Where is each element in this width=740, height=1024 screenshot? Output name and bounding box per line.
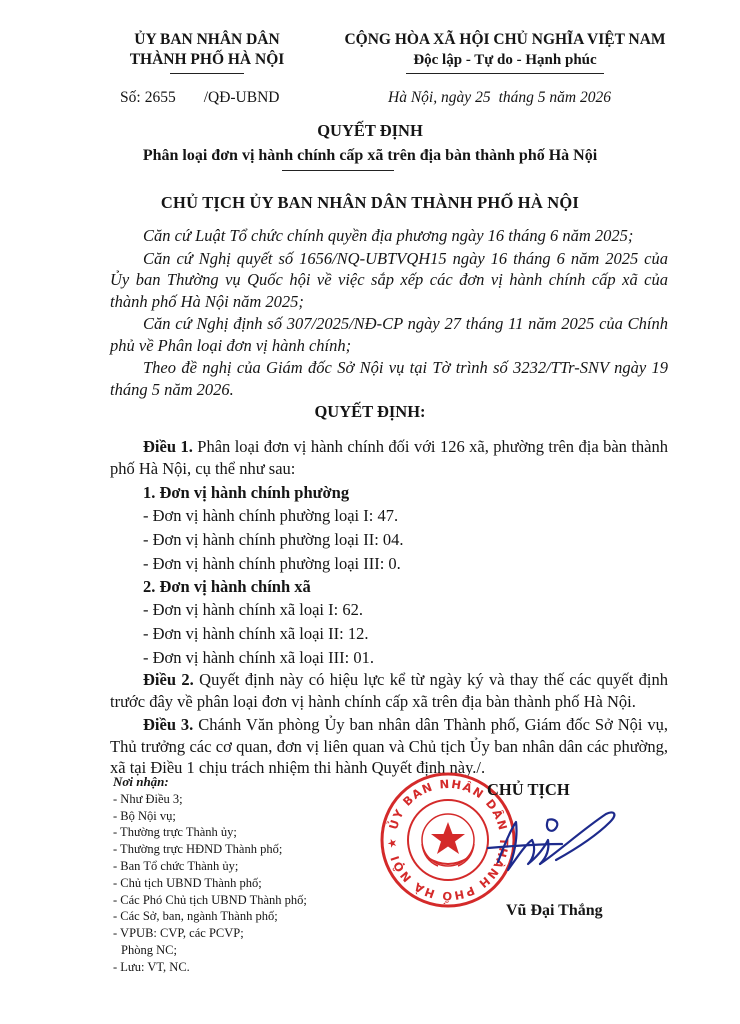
date-rest: tháng 5 năm 2026	[498, 89, 611, 106]
subtitle-underline	[282, 170, 394, 171]
recipients-heading: Nơi nhận:	[113, 774, 169, 789]
recipient-item: - Thường trực HĐND Thành phố;	[113, 842, 283, 857]
legal-basis: Căn cứ Luật Tổ chức chính quyền địa phương ngày 16 tháng 6 năm 2025;	[143, 226, 634, 245]
document-subtitle: Phân loại đơn vị hành chính cấp xã trên địa bàn thành phố Hà Nội	[142, 147, 598, 164]
national-motto: Độc lập - Tự do - Hạnh phúc	[413, 52, 597, 68]
signer-title: CHỦ TỊCH	[487, 780, 570, 799]
document-number	[120, 89, 279, 107]
article-2	[110, 669, 668, 713]
article-1-label: Điều 1.	[143, 437, 193, 456]
recipient-item: - Như Điều 3;	[113, 791, 183, 806]
document-date	[388, 89, 611, 107]
date-day: 25	[475, 89, 491, 106]
date-prefix: Hà Nội, ngày	[388, 89, 472, 106]
article-2-label: Điều 2.	[143, 670, 194, 689]
article-1	[110, 436, 668, 480]
country-name: CỘNG HÒA XÃ HỘI CHỦ NGHĨA VIỆT NAM	[344, 31, 666, 48]
list-item: - Đơn vị hành chính xã loại III: 01.	[143, 648, 374, 667]
org-name-line2: THÀNH PHỐ HÀ NỘI	[129, 51, 285, 68]
list-item: - Đơn vị hành chính xã loại I: 62.	[143, 600, 363, 619]
list-item: - Đơn vị hành chính phường loại III: 0.	[143, 554, 401, 573]
article-3-text: Chánh Văn phòng Ủy ban nhân dân Thành phố, Giám đốc Sở Nội vụ, Thủ trưởng các cơ quan, đơn vị liên quan và Chủ tịch Ủy ban nhân dân các phường, xã tại Điều 1 chịu trách nhiệm thi hành Quyết định này./.	[110, 715, 668, 777]
section-commune-title: 2. Đơn vị hành chính xã	[143, 577, 311, 596]
section-ward-title: 1. Đơn vị hành chính phường	[143, 483, 350, 502]
decision-heading: QUYẾT ĐỊNH:	[314, 402, 426, 421]
recipient-item: - Các Sở, ban, ngành Thành phố;	[113, 909, 278, 924]
legal-basis: Theo đề nghị của Giám đốc Sở Nội vụ tại Tờ trình số 3232/TTr-SNV ngày 19 tháng 5 năm 2026.	[110, 358, 668, 399]
list-item: - Đơn vị hành chính phường loại I: 47.	[143, 506, 399, 525]
svg-text:ỦY BAN NHÂN DÂN THÀNH PHỐ HÀ N: ỦY BAN NHÂN DÂN THÀNH PHỐ HÀ NỘI ★	[384, 776, 512, 904]
document-title: QUYẾT ĐỊNH	[317, 121, 423, 140]
org-name-line1: ỦY BAN NHÂN DÂN	[134, 31, 280, 48]
number-label: Số:	[120, 89, 141, 106]
issuer-heading: CHỦ TỊCH ỦY BAN NHÂN DÂN THÀNH PHỐ HÀ NỘI	[160, 193, 580, 212]
handwritten-signature-icon	[478, 800, 628, 892]
country-header	[322, 30, 688, 70]
legal-bases	[110, 225, 668, 401]
legal-basis: Căn cứ Nghị quyết số 1656/NQ-UBTVQH15 ngày 16 tháng 6 năm 2025 của Ủy ban Thường vụ Quốc hội về việc sắp xếp các đơn vị hành chính cấp xã của thành phố Hà Nội năm 2025;	[110, 248, 668, 311]
org-header	[98, 30, 316, 70]
article-1-text: Phân loại đơn vị hành chính đối với 126 xã, phường trên địa bàn thành phố Hà Nội, cụ thể như sau:	[110, 437, 669, 478]
list-item: - Đơn vị hành chính phường loại II: 04.	[143, 530, 404, 549]
recipient-item: - VPUB: CVP, các PCVP;	[113, 926, 244, 941]
list-item: - Đơn vị hành chính xã loại II: 12.	[143, 624, 369, 643]
recipient-item: - Chủ tịch UBND Thành phố;	[113, 875, 262, 890]
recipient-item: - Lưu: VT, NC.	[113, 959, 190, 974]
number-code: /QĐ-UBND	[203, 89, 280, 106]
org-underline	[170, 73, 244, 74]
recipient-item: - Các Phó Chủ tịch UBND Thành phố;	[113, 892, 307, 907]
recipient-item: - Ban Tổ chức Thành ủy;	[113, 858, 239, 873]
recipient-item: Phòng NC;	[121, 942, 177, 957]
recipient-item: - Bộ Nội vụ;	[113, 808, 176, 823]
number-value: 2655	[144, 89, 176, 106]
article-3-label: Điều 3.	[143, 715, 194, 734]
motto-underline	[406, 73, 604, 74]
recipients-list	[113, 774, 307, 976]
signer-name: Vũ Đại Thắng	[506, 902, 603, 919]
legal-basis: Căn cứ Nghị định số 307/2025/NĐ-CP ngày 27 tháng 11 năm 2025 của Chính phủ về Phân loại đơn vị hành chính;	[110, 314, 668, 355]
article-2-text: Quyết định này có hiệu lực kể từ ngày ký và thay thế các quyết định trước đây về phân loại đơn vị hành chính cấp xã trên địa bàn thành phố Hà Nội.	[110, 670, 669, 711]
recipient-item: - Thường trực Thành ủy;	[113, 825, 237, 840]
